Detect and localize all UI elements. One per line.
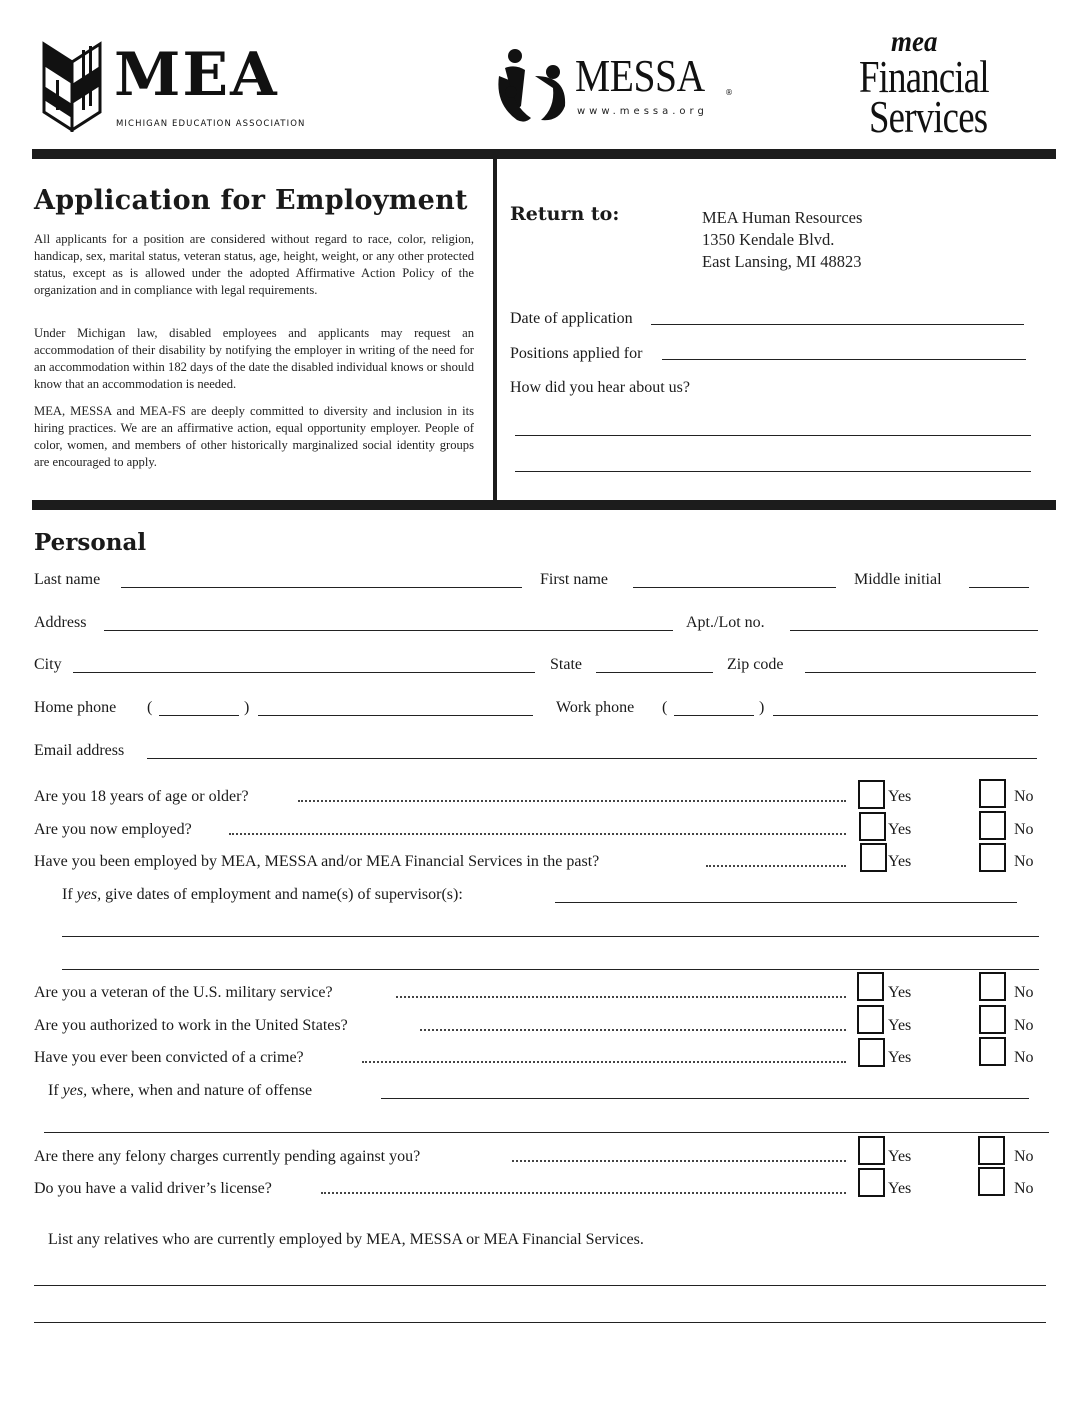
fs-logo-services: Services (869, 91, 988, 142)
mea-book-icon (42, 40, 104, 132)
leader-dots (298, 800, 846, 802)
state-label: State (550, 656, 582, 673)
work-phone-open-paren: ( (662, 699, 668, 716)
leader-dots (396, 996, 846, 998)
middle-initial-label: Middle initial (854, 571, 942, 588)
yes-checkbox-felony-pending[interactable] (858, 1136, 885, 1165)
relatives-label: List any relatives who are currently employed by MEA, MESSA or MEA Financial Services. (48, 1231, 644, 1248)
leader-dots (512, 1160, 846, 1162)
home-phone-area-code-field[interactable] (159, 702, 239, 716)
messa-logo (495, 46, 735, 126)
fs-logo-mea: mea (891, 25, 938, 58)
no-label: No (1014, 1049, 1034, 1066)
leader-dots (706, 865, 846, 867)
no-checkbox-now-employed[interactable] (979, 811, 1006, 840)
no-checkbox-authorized-to-work[interactable] (979, 1005, 1006, 1034)
mea-financial-services-logo (855, 25, 1060, 142)
relatives-field[interactable] (34, 1272, 1046, 1286)
fs-logo-financial: Financial (859, 51, 989, 102)
home-phone-close-paren: ) (244, 699, 250, 716)
offense-details-field-2[interactable] (44, 1119, 1049, 1133)
work-phone-label: Work phone (556, 699, 635, 716)
apt-lot-field[interactable] (790, 617, 1038, 631)
messa-people-icon (495, 46, 571, 126)
positions-applied-label: Positions applied for (510, 345, 643, 362)
last-name-label: Last name (34, 571, 101, 588)
yes-checkbox-convicted-of-crime[interactable] (858, 1038, 885, 1067)
if-prefix: If (62, 886, 77, 903)
question-now-employed: Are you now employed? (34, 821, 192, 838)
offense-details-field[interactable] (381, 1085, 1029, 1099)
section-divider (32, 500, 1056, 510)
registered-mark: ® (725, 88, 733, 97)
first-name-label: First name (540, 571, 608, 588)
no-checkbox-felony-pending[interactable] (978, 1136, 1005, 1165)
zip-code-label: Zip code (727, 656, 784, 673)
first-name-field[interactable] (633, 574, 836, 588)
yes-emphasis: yes, (76, 886, 102, 903)
date-of-application-field[interactable] (651, 312, 1024, 325)
top-divider (32, 149, 1056, 159)
home-phone-label: Home phone (34, 699, 117, 716)
question-authorized-to-work: Are you authorized to work in the United States? (34, 1017, 348, 1034)
address-label: Address (34, 614, 87, 631)
address-line: East Lansing, MI 48823 (702, 252, 862, 271)
yes-checkbox-18-or-older[interactable] (858, 780, 885, 809)
city-label: City (34, 656, 62, 673)
messa-url: www.messa.org (577, 106, 708, 117)
mea-logo-text: MEA (114, 40, 279, 110)
yes-checkbox-prior-employment[interactable] (860, 843, 887, 872)
no-checkbox-18-or-older[interactable] (979, 779, 1006, 808)
personal-section-title: Personal (34, 529, 147, 556)
work-phone-close-paren: ) (759, 699, 765, 716)
column-divider (493, 150, 497, 508)
yes-checkbox-veteran[interactable] (857, 972, 884, 1001)
prior-employment-details-field-3[interactable] (62, 956, 1039, 970)
return-to-label: Return to: (510, 203, 620, 225)
how-did-you-hear-field-2[interactable] (515, 459, 1031, 472)
no-checkbox-drivers-license[interactable] (978, 1167, 1005, 1196)
question-prior-employment: Have you been employed by MEA, MESSA and/or MEA Financial Services in the past? (34, 853, 600, 870)
question-drivers-license: Do you have a valid driver’s license? (34, 1180, 272, 1197)
no-checkbox-convicted-of-crime[interactable] (979, 1037, 1006, 1066)
mea-logo-subtitle: MICHIGAN EDUCATION ASSOCIATION (116, 119, 306, 129)
relatives-field-2[interactable] (34, 1309, 1046, 1323)
no-label: No (1014, 984, 1034, 1001)
positions-applied-field[interactable] (662, 347, 1026, 360)
mea-logo (42, 40, 312, 132)
question-veteran: Are you a veteran of the U.S. military service? (34, 984, 333, 1001)
yes-label: Yes (888, 853, 912, 870)
diversity-statement: MEA, MESSA and MEA-FS are deeply committed to diversity and inclusion in its hiring practices. We are an affirmative action, equal opportunity employer. People of color, women, and members of other historically marginalized social identity groups are encouraged to apply. (34, 404, 474, 469)
yes-emphasis: yes, (62, 1082, 88, 1099)
last-name-field[interactable] (121, 574, 522, 588)
work-phone-number-field[interactable] (773, 702, 1038, 716)
offense-details-label (48, 1081, 312, 1101)
address-line: MEA Human Resources (702, 208, 863, 227)
question-convicted-of-crime: Have you ever been convicted of a crime? (34, 1049, 304, 1066)
no-checkbox-veteran[interactable] (979, 972, 1006, 1001)
yes-label: Yes (888, 1180, 912, 1197)
work-phone-area-code-field[interactable] (674, 702, 754, 716)
yes-checkbox-authorized-to-work[interactable] (857, 1005, 884, 1034)
yes-label: Yes (888, 984, 912, 1001)
middle-initial-field[interactable] (969, 574, 1029, 588)
question-felony-pending: Are there any felony charges currently pending against you? (34, 1148, 421, 1165)
return-address (702, 207, 862, 273)
email-field[interactable] (147, 745, 1037, 759)
yes-checkbox-drivers-license[interactable] (858, 1168, 885, 1197)
email-label: Email address (34, 742, 125, 759)
page-title: Application for Employment (34, 185, 468, 216)
how-did-you-hear-field[interactable] (515, 423, 1031, 436)
eeo-statement: All applicants for a position are considered without regard to race, color, religion, handicap, sex, marital status, veteran status, age, height, weight, or any other protected status, except as is allowed under the adopted Affirmative Action Policy of the organization and in compliance with legal requirements. (34, 232, 474, 297)
leader-dots (362, 1061, 846, 1063)
no-label: No (1014, 1017, 1034, 1034)
prior-employment-details-text: give dates of employment and name(s) of supervisor(s): (101, 886, 463, 903)
prior-employment-details-field-2[interactable] (62, 923, 1039, 937)
leader-dots (229, 833, 846, 835)
prior-employment-details-label (62, 885, 463, 905)
yes-label: Yes (888, 1017, 912, 1034)
home-phone-open-paren: ( (147, 699, 153, 716)
state-field[interactable] (596, 659, 713, 673)
apt-lot-label: Apt./Lot no. (686, 614, 765, 631)
no-label: No (1014, 1148, 1034, 1165)
question-18-or-older: Are you 18 years of age or older? (34, 788, 249, 805)
date-of-application-label: Date of application (510, 310, 633, 327)
prior-employment-details-field[interactable] (555, 889, 1017, 903)
yes-label: Yes (888, 788, 912, 805)
no-label: No (1014, 853, 1034, 870)
yes-label: Yes (888, 821, 912, 838)
address-line: 1350 Kendale Blvd. (702, 230, 835, 249)
leader-dots (321, 1192, 846, 1194)
disability-statement: Under Michigan law, disabled employees and applicants may request an accommodation of their disability by notifying the employer in writing of the need for an accommodation within 182 days of the date the disabled individual knows or should know that an accommodation is needed. (34, 326, 474, 391)
city-field[interactable] (73, 659, 535, 673)
zip-code-field[interactable] (805, 659, 1036, 673)
yes-label: Yes (888, 1049, 912, 1066)
no-label: No (1014, 1180, 1034, 1197)
no-label: No (1014, 821, 1034, 838)
leader-dots (420, 1029, 846, 1031)
messa-logo-text: MESSA (575, 50, 705, 101)
home-phone-number-field[interactable] (258, 702, 533, 716)
how-did-you-hear-label: How did you hear about us? (510, 379, 690, 396)
yes-checkbox-now-employed[interactable] (859, 812, 886, 841)
if-prefix: If (48, 1082, 63, 1099)
offense-details-text: where, when and nature of offense (87, 1082, 313, 1099)
address-field[interactable] (104, 617, 673, 631)
yes-label: Yes (888, 1148, 912, 1165)
no-checkbox-prior-employment[interactable] (979, 843, 1006, 872)
no-label: No (1014, 788, 1034, 805)
